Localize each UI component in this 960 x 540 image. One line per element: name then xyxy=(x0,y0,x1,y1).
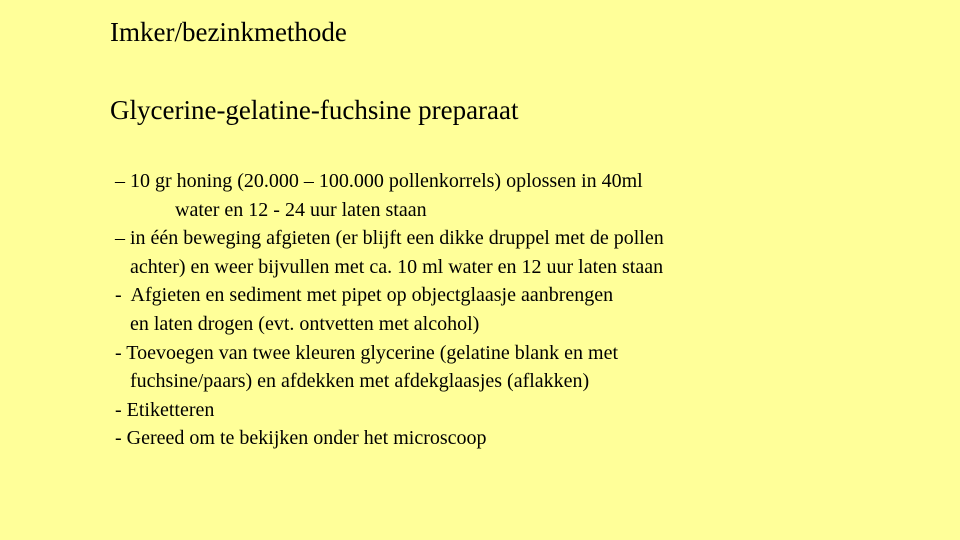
step-item xyxy=(115,224,664,281)
step-line: achter) en weer bijvullen met ca. 10 ml water en 12 uur laten staan xyxy=(115,255,664,278)
step-item xyxy=(115,396,664,425)
step-item xyxy=(115,167,664,224)
step-line: - Gereed om te bekijken onder het microscoop xyxy=(115,427,487,450)
step-item xyxy=(115,424,664,453)
step-item xyxy=(115,281,664,338)
step-line: en laten drogen (evt. ontvetten met alcohol) xyxy=(115,312,480,335)
step-line: – in één beweging afgieten (er blijft een dikke druppel met de pollen xyxy=(115,227,664,250)
step-line: - Etiketteren xyxy=(115,398,215,421)
step-item xyxy=(115,339,664,396)
step-line: – 10 gr honing (20.000 – 100.000 pollenkorrels) oplossen in 40ml xyxy=(115,170,643,192)
slide-title: Imker/bezinkmethode xyxy=(110,17,347,47)
step-line: - Toevoegen van twee kleuren glycerine (gelatine blank en met xyxy=(115,341,619,364)
step-line: - Afgieten en sediment met pipet op objectglaasje aanbrengen xyxy=(115,284,614,307)
step-line: fuchsine/paars) en afdekken met afdekglaasjes (aflakken) xyxy=(115,370,590,393)
step-list xyxy=(115,167,664,453)
slide-subtitle: Glycerine-gelatine-fuchsine preparaat xyxy=(110,95,519,125)
step-line: water en 12 - 24 uur laten staan xyxy=(115,198,427,221)
